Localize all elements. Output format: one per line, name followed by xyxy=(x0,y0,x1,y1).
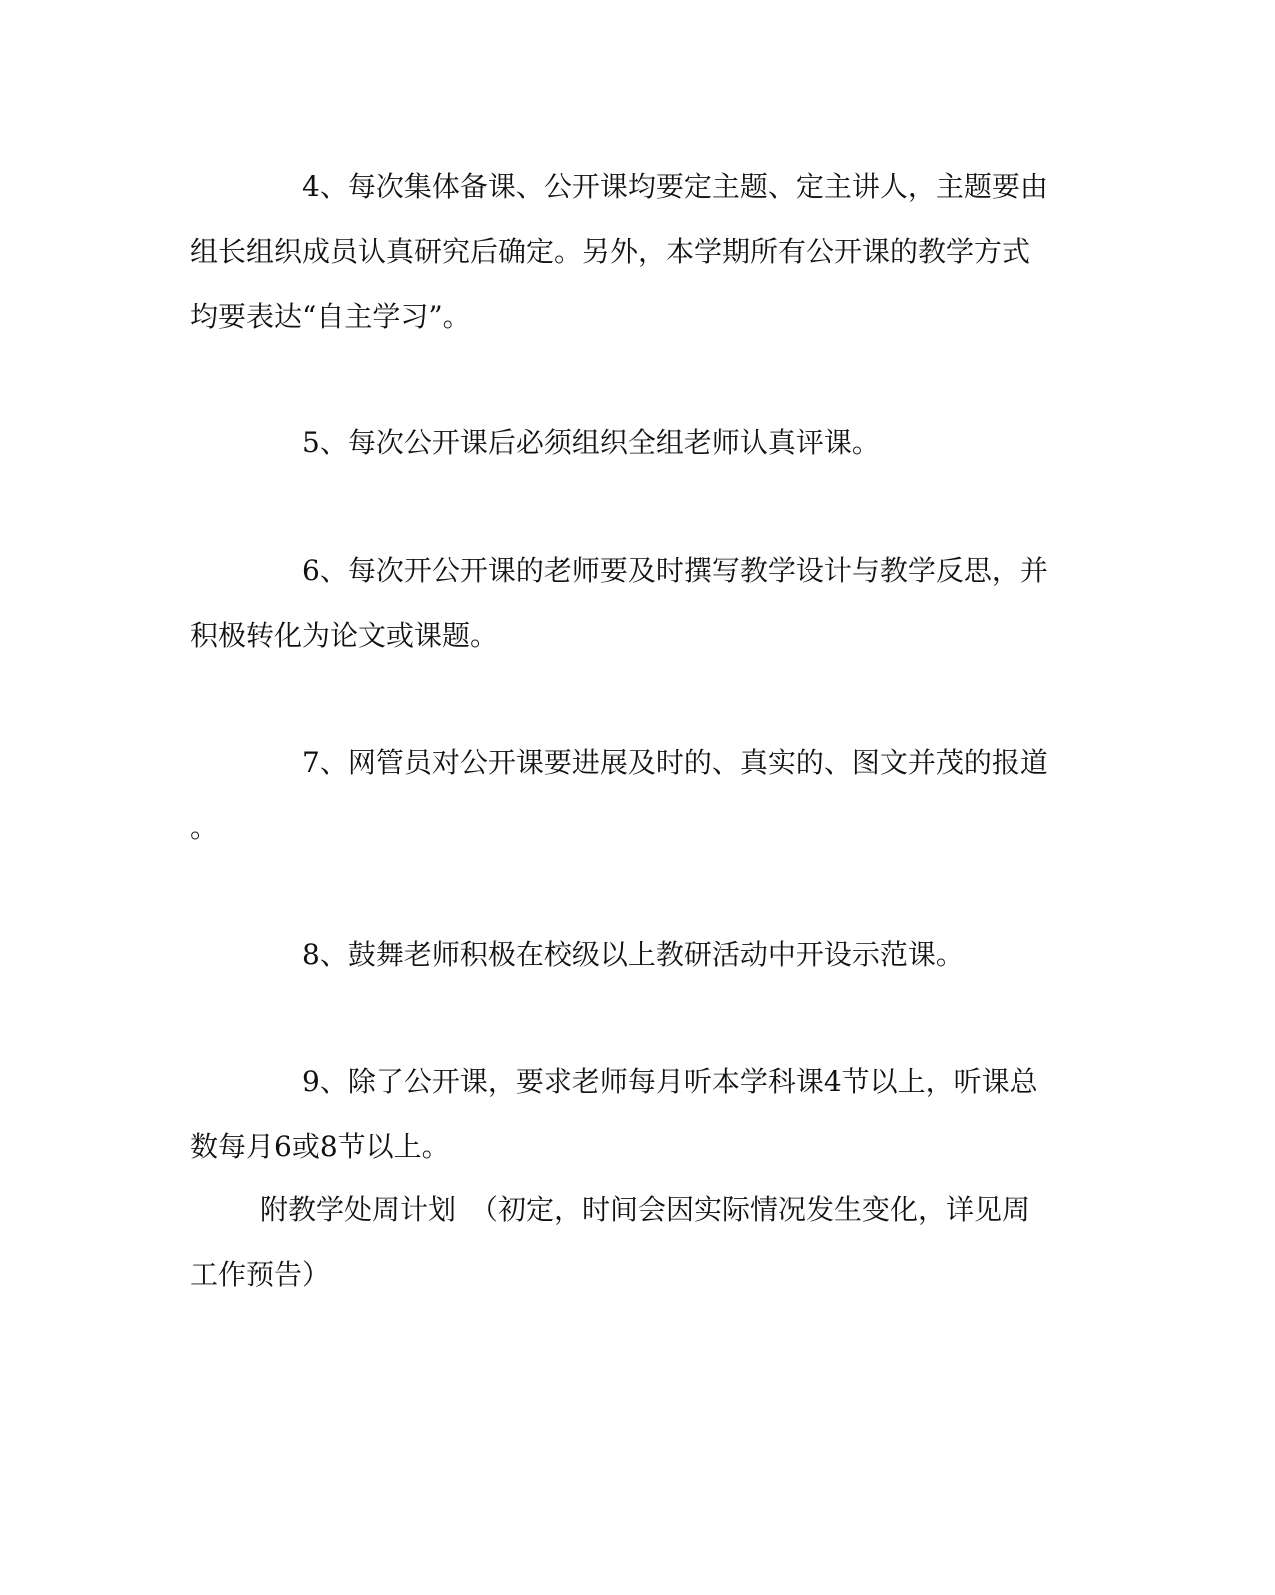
item-9-line-2: 数每月6或8节以上。 xyxy=(190,1130,450,1163)
item-5-line-1: 5、每次公开课后必须组织全组老师认真评课。 xyxy=(302,426,880,459)
appendix-line-1: 附教学处周计划 （初定，时间会因实际情况发生变化，详见周 xyxy=(260,1193,1031,1226)
item-4-line-3: 均要表达“自主学习”。 xyxy=(190,300,471,333)
item-7-line-2: 。 xyxy=(190,811,219,844)
item-9-line-1: 9、除了公开课，要求老师每月听本学科课4节以上，听课总 xyxy=(302,1065,1038,1098)
item-7-line-1: 7、网管员对公开课要进展及时的、真实的、图文并茂的报道 xyxy=(302,746,1048,779)
item-6-line-1: 6、每次开公开课的老师要及时撰写教学设计与教学反思，并 xyxy=(302,554,1048,587)
appendix-line-2: 工作预告） xyxy=(190,1258,331,1291)
item-6-line-2: 积极转化为论文或课题。 xyxy=(190,619,499,652)
item-8-line-1: 8、鼓舞老师积极在校级以上教研活动中开设示范课。 xyxy=(302,938,964,971)
item-4-line-1: 4、每次集体备课、公开课均要定主题、定主讲人，主题要由 xyxy=(302,170,1048,203)
item-4-line-2: 组长组织成员认真研究后确定。另外，本学期所有公开课的教学方式 xyxy=(190,235,1031,268)
